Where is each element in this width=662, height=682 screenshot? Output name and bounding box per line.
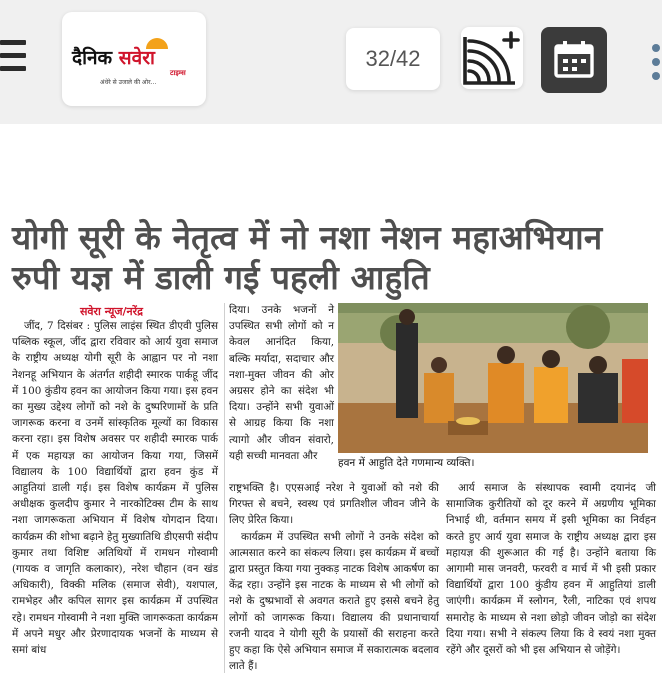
menu-icon[interactable] bbox=[0, 38, 26, 74]
logo-tagline: अंधेरे से उजाले की ओर... bbox=[100, 79, 157, 86]
article-paragraph: दिया। उनके भजनों ने उपस्थित सभी लोगों को न केवल आनंदित किया, बल्कि मर्यादा, सदाचार और नशा-मुक्त जीवन की ओर अग्रसर होने का संदेश भी दिया। उन्होंने सभी युवाओं से आग्रह किया कि नशा त्यागो और जीवन संवारो, यही सच्ची मानवता और bbox=[229, 304, 334, 462]
article-column-2-bottom bbox=[229, 480, 439, 674]
more-vertical-icon[interactable] bbox=[650, 40, 662, 84]
article-byline: सवेरा न्यूज/नरेंद्र bbox=[80, 305, 143, 318]
calendar-icon[interactable] bbox=[541, 27, 607, 93]
article-column-2-top bbox=[229, 302, 334, 464]
logo-word-savera: सवेरा bbox=[118, 47, 155, 69]
article-column-1 bbox=[12, 318, 218, 658]
rss-add-icon[interactable] bbox=[461, 27, 523, 89]
newspaper-logo[interactable] bbox=[62, 12, 206, 106]
top-app-bar bbox=[0, 0, 662, 124]
logo-times: टाइम्स bbox=[170, 69, 186, 77]
article-column-3 bbox=[446, 480, 656, 658]
logo-title bbox=[72, 44, 155, 70]
logo-word-dainik: दैनिक bbox=[72, 47, 113, 69]
article-paragraph: आर्य समाज के संस्थापक स्वामी दयानंद जी सामाजिक कुरीतियों को दूर करने में अग्रणीय भूमिका निभाई थी, वर्तमान समय में इसी भूमिका का निर्वहन करते हुए आर्य युवा समाज के राष्ट्रीय अध्यक्ष द्वारा इस महायज्ञ की शुरूआत की गई है। उन्होंने बताया कि आगामी मास जनवरी, फरवरी व मार्च में भी इसी प्रकार विद्यार्थियों द्वारा 100 कुंडीय हवन में आहुतियां डाली जाएंगी। कार्यक्रम में स्लोगन, रैली, नाटिका एवं शपथ समारोह के माध्यम से नशा छोड़ो जीवन जोड़ो का संदेश दिया गया। सभी ने संकल्प लिया कि वे स्वयं नशा मुक्त रहेंगे और दूसरों को भी इस अभियान से जोड़ेंगे। bbox=[446, 482, 656, 657]
article-paragraph: जींद, 7 दिसंबर : पुलिस लाइंस स्थित डीएवी पुलिस पब्लिक स्कूल, जींद द्वारा रविवार को आर्य युवा समाज के राष्ट्रीय अध्यक्ष योगी सूरी के आह्वान पर नो नशा नेशनहू अभियान के अंतर्गत शहीदी स्मारक पार्कहू जींद में 100 कुंडीय हवन का आयोजन किया गया। इस हवन का मुख्य उद्देश्य लोगों को नशे के दुष्परिणामों के प्रति जागरूक करना व उनमें सांस्कृतिक मूल्यों का विकास करना रहा। इस विशेष अवसर पर शहीदी स्मारक पार्क में एक महायज्ञ का आयोजन किया गया, जिसमें विद्यालय के 100 विद्यार्थियों द्वारा हवन कुंड में आहुतियां डाली गई। इस विशेष कार्यक्रम में पुलिस अधीक्षक कुलदीप कुमार ने नारकोटिक्स टीम के साथ नशा जागरूकता अभियान में विशेष योगदान दिया। कार्यक्रम की शोभा बढ़ाने हेतु मुख्यातिथि डीएसपी संदीप कुमार तथा विशिष्ट अतिथियों में रामधन गोस्वामी (गायक व जागृति कलाकार), नरेश चौहान (वन खंड अधिकारी), विक्की मलिक (समाज सेवी), यशपाल, रामभेहर और कपिल सागर इस कार्यक्रम में उपस्थित रहे। रामधन गोस्वामी ने नशा मुक्ति जागरूकता कार्यक्रम में अपने मधुर और प्रेरणादायक भजनों के माध्यम से समां बांध bbox=[12, 320, 218, 657]
article-paragraph: राष्ट्रभक्ति है। एएसआई नरेश ने युवाओं को नशे की गिरफ्त से बचने, स्वस्थ एवं प्रगतिशील जीवन जीने के लिए प्रेरित किया। bbox=[229, 482, 439, 527]
column-divider bbox=[224, 303, 225, 673]
page-counter[interactable]: 32/42 bbox=[346, 28, 440, 90]
article-photo bbox=[338, 303, 648, 453]
photo-caption: हवन में आहुति देते गणमान्य व्यक्ति। bbox=[338, 457, 475, 469]
article-headline: योगी सूरी के नेतृत्व में नो नशा नेशन महाअभियान रुपी यज्ञ में डाली गई पहली आहुति bbox=[12, 218, 603, 297]
article-paragraph: कार्यक्रम में उपस्थित सभी लोगों ने उनके संदेश को आत्मसात करने का संकल्प लिया। इस कार्यक्रम में बच्चों द्वारा प्रस्तुत किया गया नुक्कड़ नाटक विशेष आकर्षण का केंद्र रहा। उन्होंने इस नाटक के माध्यम से भी लोगों को नशे के दुष्प्रभावों से अवगत कराते हुए इससे बचने हेतु लोगों को जागरूक किया। विद्यालय की प्रधानाचार्या रजनी यादव ने योगी सूरी के प्रयासों की सराहना करते हुए कहा कि ऐसे अभियान समाज में सकारात्मक बदलाव लाते हैं। bbox=[229, 530, 439, 673]
